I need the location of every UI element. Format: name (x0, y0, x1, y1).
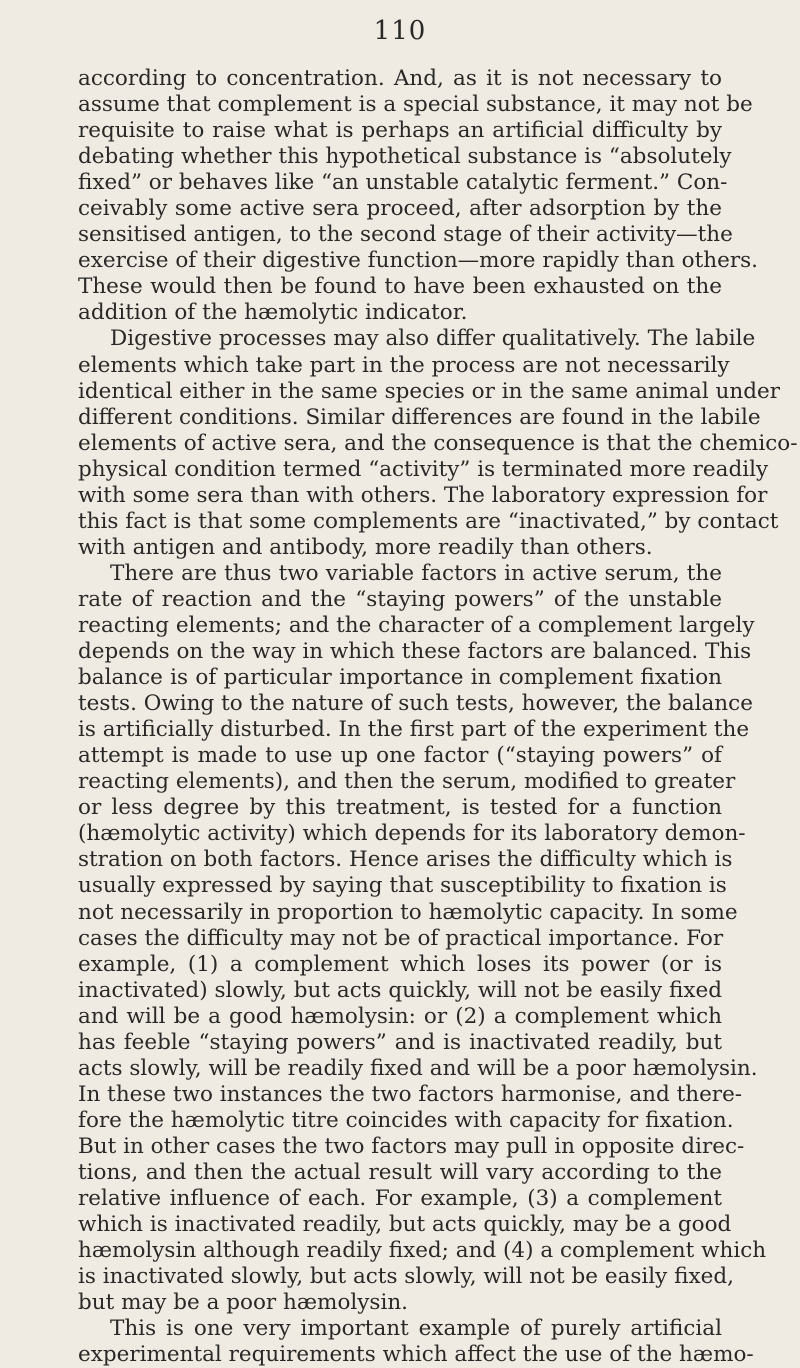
text-line: usually expressed by saying that susceptibility to fixation is (78, 873, 727, 899)
text-line: addition of the hæmolytic indicator. (78, 300, 468, 326)
paragraph (78, 66, 758, 326)
text-line: exercise of their digestive function—more rapidly than others. (78, 248, 758, 274)
text-line: fore the hæmolytic titre coincides with capacity for fixation. (78, 1107, 734, 1133)
text-line: is artificially disturbed. In the first part of the experiment the (78, 717, 750, 743)
text-line: Digestive processes may also differ qualitatively. The labile (110, 326, 756, 352)
text-line: acts slowly, will be readily fixed and will be a poor hæmolysin. (78, 1055, 758, 1081)
text-line: or less degree by this treatment, is tested for a function (78, 795, 722, 821)
text-line: elements which take part in the process are not necessarily (78, 352, 730, 378)
text-line: has feeble “staying powers” and is inactivated readily, but (78, 1029, 722, 1055)
body-text (78, 66, 798, 1368)
text-line: tions, and then the actual result will vary according to the (78, 1159, 722, 1185)
text-line: different conditions. Similar differences are found in the labile (78, 404, 761, 430)
text-line: example, (1) a complement which loses its power (or is (78, 951, 722, 977)
text-line: fixed” or behaves like “an unstable catalytic ferment.” Con- (78, 170, 728, 196)
text-line: These would then be found to have been exhausted on the (78, 274, 722, 300)
text-line: elements of active sera, and the consequence is that the chemico- (78, 430, 798, 456)
paragraph (78, 326, 798, 560)
text-line: identical either in the same species or in the same animal under (78, 378, 781, 404)
text-line: hæmolysin although readily fixed; and (4) a complement which (78, 1238, 767, 1264)
text-line: not necessarily in proportion to hæmolytic capacity. In some (78, 899, 738, 925)
text-line: tests. Owing to the nature of such tests, however, the balance (78, 691, 753, 717)
text-line: relative influence of each. For example, (3) a complement (78, 1186, 722, 1212)
text-line: and will be a good hæmolysin: or (2) a complement which (78, 1003, 722, 1029)
text-line: debating whether this hypothetical substance is “absolutely (78, 144, 732, 170)
text-line: this fact is that some complements are “inactivated,” by contact (78, 508, 779, 534)
paragraph (78, 1316, 754, 1368)
text-line: according to concentration. And, as it is not necessary to (78, 66, 722, 91)
text-line: In these two instances the two factors harmonise, and there- (78, 1081, 743, 1107)
text-line: This is one very important example of purely artificial (110, 1316, 722, 1342)
paragraph (78, 560, 767, 1316)
text-line: (hæmolytic activity) which depends for its laboratory demon- (78, 821, 746, 847)
text-line: attempt is made to use up one factor (“staying powers” of (78, 743, 722, 769)
text-line: with antigen and antibody, more readily than others. (78, 534, 653, 560)
text-line: ceivably some active sera proceed, after adsorption by the (78, 196, 722, 222)
text-line: There are thus two variable factors in active serum, the (110, 560, 722, 586)
text-line: rate of reaction and the “staying powers” of the unstable (78, 586, 722, 612)
text-line: sensitised antigen, to the second stage of their activity—the (78, 222, 733, 248)
text-line: reacting elements; and the character of a complement largely (78, 612, 755, 638)
text-line: with some sera than with others. The laboratory expression for (78, 482, 768, 508)
text-line: but may be a poor hæmolysin. (78, 1290, 409, 1316)
text-line: assume that complement is a special substance, it may not be (78, 92, 753, 118)
text-line: physical condition termed “activity” is terminated more readily (78, 456, 769, 482)
text-line: But in other cases the two factors may pull in opposite direc- (78, 1133, 745, 1159)
page-number: 110 (373, 16, 427, 46)
text-line: is inactivated slowly, but acts slowly, will not be easily fixed, (78, 1264, 734, 1290)
text-line: cases the difficulty may not be of practical importance. For (78, 925, 724, 951)
text-line: reacting elements), and then the serum, modified to greater (78, 769, 736, 795)
text-line: stration on both factors. Hence arises the difficulty which is (78, 847, 733, 873)
text-line: inactivated) slowly, but acts quickly, will not be easily fixed (78, 977, 722, 1003)
text-line: balance is of particular importance in complement fixation (78, 665, 722, 691)
text-line: depends on the way in which these factors are balanced. This (78, 639, 752, 665)
text-line: experimental requirements which affect the use of the hæmo- (78, 1342, 754, 1368)
text-line: which is inactivated readily, but acts quickly, may be a good (78, 1212, 732, 1238)
text-line: requisite to raise what is perhaps an artificial difficulty by (78, 118, 722, 144)
